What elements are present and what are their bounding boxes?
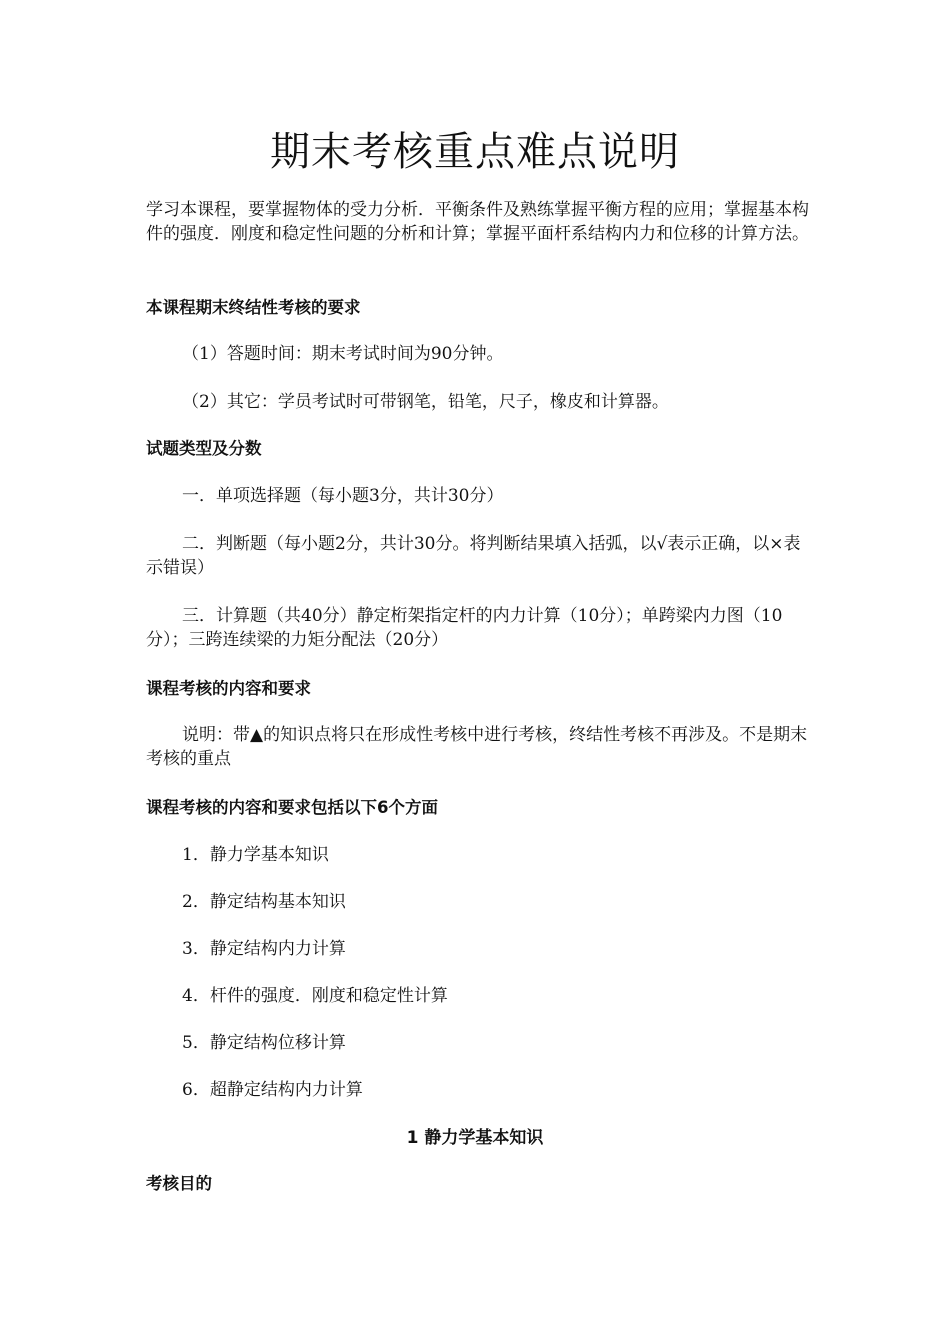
section-1-subheading: 考核目的 <box>146 1174 212 1193</box>
intro-paragraph: 学习本课程，要掌握物体的受力分析．平衡条件及熟练掌握平衡方程的应用；掌握基本构件的强度．刚度和稳定性问题的分析和计算；掌握平面杆系结构内力和位移的计算方法。 <box>146 200 809 244</box>
aspect-item-6: 6．超静定结构内力计算 <box>182 1080 363 1100</box>
page-title: 期末考核重点难点说明 <box>270 129 680 175</box>
aspects-heading: 课程考核的内容和要求包括以下6个方面 <box>146 798 438 817</box>
requirement-item-1: （1）答题时间：期末考试时间为90分钟。 <box>182 344 504 364</box>
question-type-item-3: 三．计算题（共40分）静定桁架指定杆的内力计算（10分）；单跨梁内力图（10分）；三跨连续梁的力矩分配法（20分） <box>146 606 783 650</box>
aspect-item-2: 2．静定结构基本知识 <box>182 892 346 912</box>
aspect-item-3: 3．静定结构内力计算 <box>182 939 346 959</box>
question-types-heading: 试题类型及分数 <box>146 439 262 458</box>
question-type-item-1: 一．单项选择题（每小题3分，共计30分） <box>182 486 504 506</box>
content-heading: 课程考核的内容和要求 <box>146 679 311 698</box>
question-type-item-2: 二．判断题（每小题2分，共计30分。将判断结果填入括弧，以√表示正确，以×表示错误） <box>146 534 801 578</box>
requirement-item-2: （2）其它：学员考试时可带钢笔，铅笔，尺子，橡皮和计算器。 <box>182 392 669 412</box>
aspect-item-4: 4．杆件的强度．刚度和稳定性计算 <box>182 986 448 1006</box>
aspect-item-5: 5．静定结构位移计算 <box>182 1033 346 1053</box>
section-1-title: 1 静力学基本知识 <box>406 1128 544 1148</box>
requirements-heading: 本课程期末终结性考核的要求 <box>146 298 361 317</box>
aspect-item-1: 1．静力学基本知识 <box>182 845 329 865</box>
content-note: 说明：带▲的知识点将只在形成性考核中进行考核，终结性考核不再涉及。不是期末考核的重点 <box>146 725 808 769</box>
